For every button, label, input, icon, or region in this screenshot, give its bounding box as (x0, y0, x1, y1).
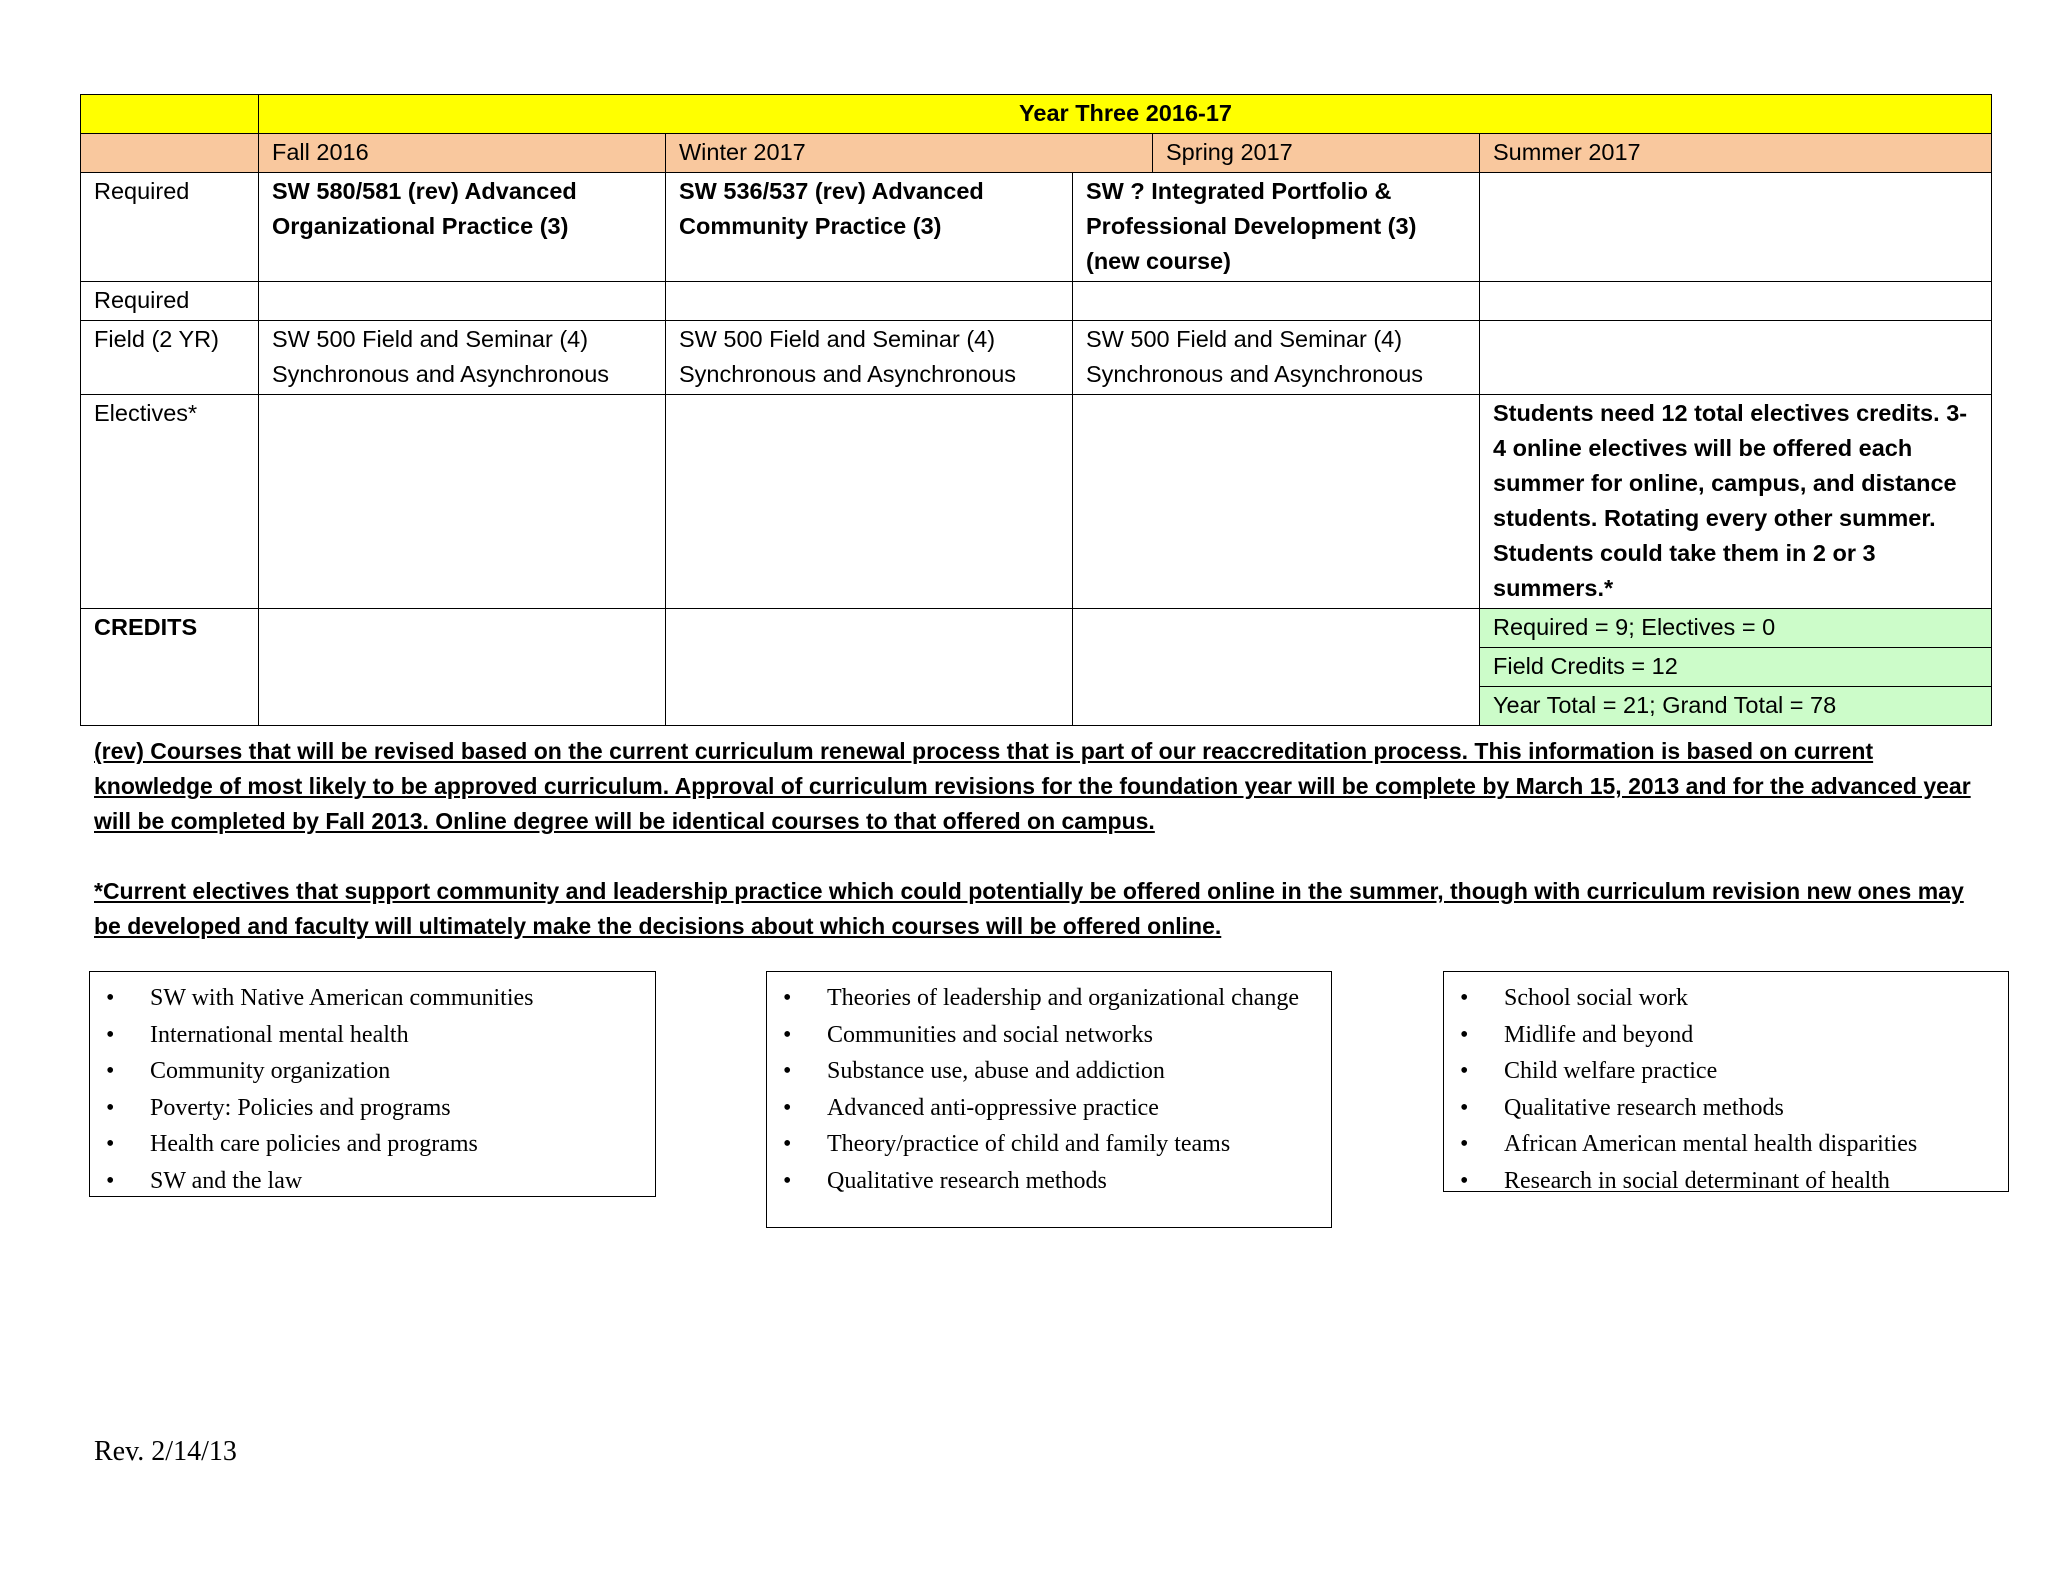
required2-spring (1073, 282, 1480, 321)
elective-list-box-1 (89, 971, 656, 1197)
list-item: • Advanced anti-oppressive practice (775, 1090, 1323, 1127)
required-spring-course: SW ? Integrated Portfolio & Professional Development (3) (new course) (1073, 173, 1480, 282)
electives-summer-note: Students need 12 total electives credits. 3-4 online electives will be offered each summer for online, campus, and distance students. Rotating every other summer. Students could take them in 2 or 3 summers.* (1480, 395, 1992, 609)
row-label-required-2: Required (81, 282, 259, 321)
list-item: • Theories of leadership and organizational change (775, 980, 1323, 1017)
field-winter (666, 321, 1073, 395)
term-corner-cell (81, 134, 259, 173)
electives-spring (1073, 395, 1480, 609)
field-fall-mode: Synchronous and Asynchronous (272, 361, 610, 387)
title-corner-cell (81, 95, 259, 134)
required-winter-course: SW 536/537 (rev) Advanced Community Practice (3) (666, 173, 1073, 282)
term-fall: Fall 2016 (259, 134, 666, 173)
required2-summer (1480, 282, 1992, 321)
row-label-electives: Electives* (81, 395, 259, 609)
revision-date: Rev. 2/14/13 (94, 1436, 237, 1467)
field-winter-mode: Synchronous and Asynchronous (679, 361, 1017, 387)
required-summer-course (1480, 173, 1992, 282)
list-item: • Substance use, abuse and addiction (775, 1053, 1323, 1090)
electives-note: *Current electives that support community and leadership practice which could potentially be offered online in the summer, though with curriculum revision new ones may be developed and faculty will ultimately make the decisions about which courses will be offered online. (94, 878, 1964, 939)
row-label-field: Field (2 YR) (81, 321, 259, 395)
elective-list-box-2 (766, 971, 1332, 1228)
credits-spring (1073, 609, 1480, 726)
term-summer: Summer 2017 (1480, 134, 1992, 173)
list-item: • SW and the law (98, 1163, 647, 1200)
year-title: Year Three 2016-17 (259, 95, 1992, 134)
required2-winter (666, 282, 1073, 321)
field-spring (1073, 321, 1480, 395)
list-item: • African American mental health disparities (1452, 1126, 2000, 1163)
list-item: • Qualitative research methods (775, 1163, 1323, 1200)
revision-note: (rev) Courses that will be revised based on the current curriculum renewal process that is part of our reaccreditation process. This information is based on current knowledge of most likely to be approved curriculum. Approval of curriculum revisions for the foundation year will be complete by March 15, 2013 and for the advanced year will be completed by Fall 2013. Online degree will be identical courses to that offered on campus. (94, 738, 1971, 834)
list-item: • Theory/practice of child and family teams (775, 1126, 1323, 1163)
list-item: • Communities and social networks (775, 1017, 1323, 1054)
list-item: • Child welfare practice (1452, 1053, 2000, 1090)
list-item: • SW with Native American communities (98, 980, 647, 1017)
electives-fall (259, 395, 666, 609)
elective-list-box-3 (1443, 971, 2009, 1192)
list-item: • School social work (1452, 980, 2000, 1017)
list-item: • Community organization (98, 1053, 647, 1090)
credits-summary-field: Field Credits = 12 (1480, 648, 1992, 687)
credits-summary-total: Year Total = 21; Grand Total = 78 (1480, 687, 1992, 726)
field-winter-course: SW 500 Field and Seminar (4) (679, 326, 996, 352)
credits-fall (259, 609, 666, 726)
list-item: • Health care policies and programs (98, 1126, 647, 1163)
electives-winter (666, 395, 1073, 609)
list-item: • Poverty: Policies and programs (98, 1090, 647, 1127)
field-fall (259, 321, 666, 395)
field-summer (1480, 321, 1992, 395)
list-item: • International mental health (98, 1017, 647, 1054)
list-item: • Midlife and beyond (1452, 1017, 2000, 1054)
field-spring-mode: Synchronous and Asynchronous (1086, 361, 1424, 387)
required2-fall (259, 282, 666, 321)
credits-summary-required: Required = 9; Electives = 0 (1480, 609, 1992, 648)
field-fall-course: SW 500 Field and Seminar (4) (272, 326, 589, 352)
required-fall-course: SW 580/581 (rev) Advanced Organizational Practice (3) (259, 173, 666, 282)
term-winter: Winter 2017 (666, 134, 1153, 173)
field-spring-course: SW 500 Field and Seminar (4) (1086, 326, 1403, 352)
credits-winter (666, 609, 1073, 726)
row-label-credits: CREDITS (81, 609, 259, 726)
term-spring: Spring 2017 (1153, 134, 1480, 173)
curriculum-table (80, 94, 1992, 726)
row-label-required: Required (81, 173, 259, 282)
list-item: • Research in social determinant of health (1452, 1163, 2000, 1200)
list-item: • Qualitative research methods (1452, 1090, 2000, 1127)
